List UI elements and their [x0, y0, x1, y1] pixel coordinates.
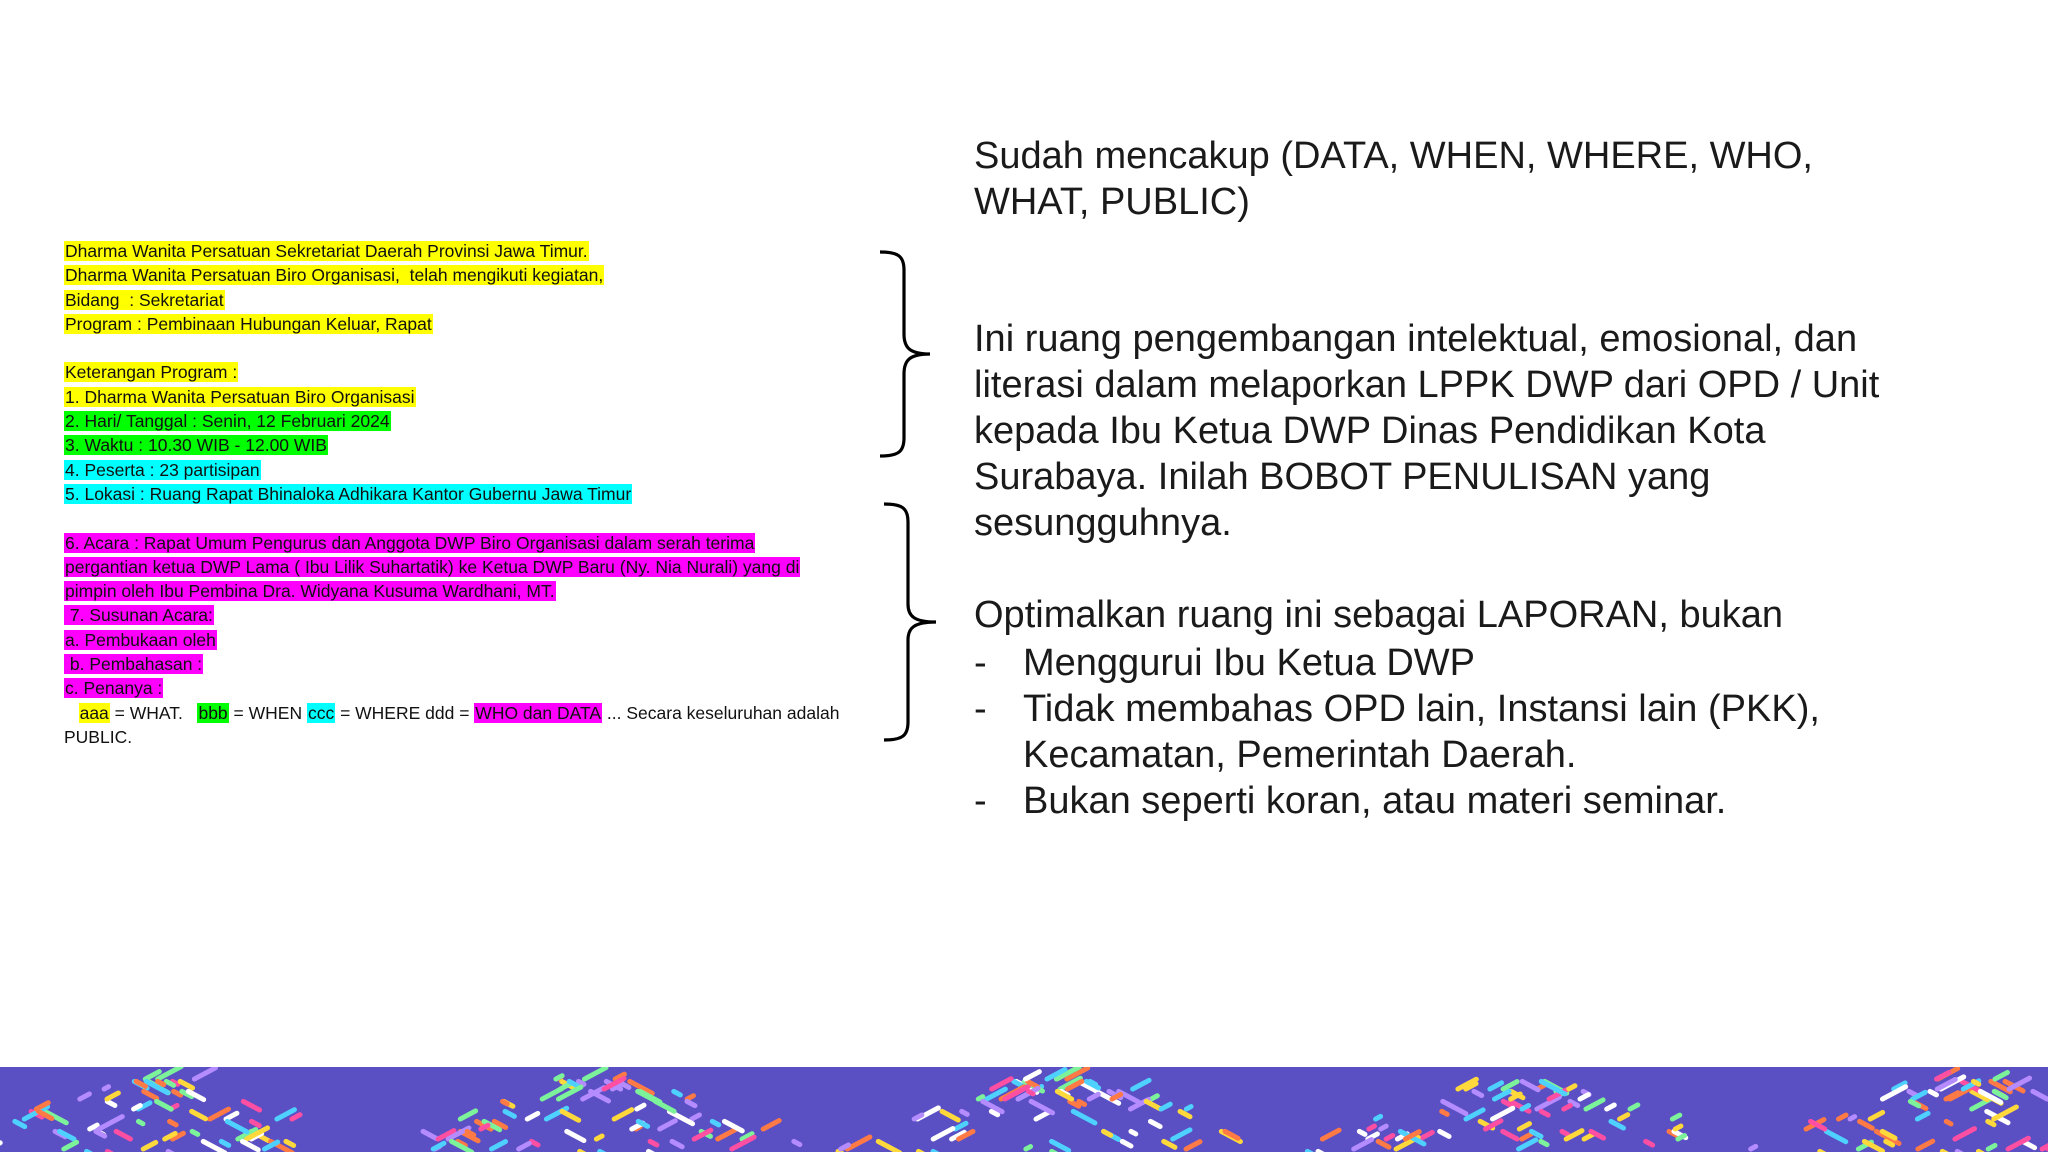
- avoid-list-text: Bukan seperti koran, atau materi seminar.: [1023, 780, 1727, 822]
- report-line-text: 7. Susunan Acara:: [65, 605, 213, 626]
- coverage-note-line: WHAT, PUBLIC): [974, 181, 1250, 223]
- dash-bullet: -: [974, 688, 987, 730]
- development-note-line: Ini ruang pengembangan intelektual, emosional, dan: [974, 318, 1858, 360]
- legend-what: = WHAT.: [109, 702, 198, 723]
- report-line-text: 4. Peserta : 23 partisipan: [65, 459, 260, 480]
- report-line: [64, 579, 864, 603]
- report-line-text: b. Pembahasan :: [65, 654, 203, 675]
- report-line: [64, 312, 864, 336]
- legend-where: = WHERE ddd =: [335, 702, 475, 723]
- report-line-text: Dharma Wanita Persatuan Sekretariat Daerah Provinsi Jawa Timur.: [65, 241, 588, 261]
- report-line-text: Program : Pembinaan Hubungan Keluar, Rapat: [65, 313, 432, 334]
- report-line: [64, 336, 864, 360]
- sample-report: [64, 239, 864, 749]
- report-line: [64, 263, 864, 287]
- avoid-list: [974, 640, 1820, 824]
- development-note-line: Surabaya. Inilah BOBOT PENULISAN yang: [974, 456, 1711, 498]
- legend-aaa: aaa: [79, 702, 109, 723]
- report-line-text: 6. Acara : Rapat Umum Pengurus dan Anggota DWP Biro Organisasi dalam serah terima: [65, 532, 755, 553]
- report-line-text: 1. Dharma Wanita Persatuan Biro Organisasi: [65, 386, 415, 407]
- report-line-text: Dharma Wanita Persatuan Biro Organisasi, telah mengikuti kegiatan,: [65, 265, 604, 286]
- dash-bullet: -: [974, 780, 987, 822]
- report-line: [64, 433, 864, 457]
- report-line-text: a. Pembukaan oleh: [65, 629, 216, 650]
- avoid-list-text: Kecamatan, Pemerintah Daerah.: [1023, 734, 1577, 776]
- report-line-text: Bidang : Sekretariat: [65, 289, 224, 310]
- legend-who-data: WHO dan DATA: [475, 702, 602, 723]
- report-line-text: c. Penanya :: [65, 678, 163, 699]
- curly-brace-bottom-icon: [880, 500, 940, 744]
- legend-last: PUBLIC.: [64, 726, 133, 747]
- coverage-note: [974, 133, 1813, 225]
- legend-last-line: [64, 725, 864, 749]
- report-line-text: 5. Lokasi : Ruang Rapat Bhinaloka Adhikara Kantor Gubernu Jawa Timur: [65, 483, 632, 504]
- optimize-note: [974, 592, 1783, 638]
- decorative-pattern-band: [0, 1067, 2048, 1152]
- report-line-text: 3. Waktu : 10.30 WIB - 12.00 WIB: [65, 435, 327, 456]
- report-line: [64, 239, 864, 263]
- report-line-text: [64, 508, 66, 528]
- report-line-text: pergantian ketua DWP Lama ( Ibu Lilik Suhartatik) ke Ketua DWP Baru (Ny. Nia Nurali) yang di: [65, 556, 800, 577]
- development-note-line: sesungguhnya.: [974, 502, 1232, 544]
- optimize-note-line: Optimalkan ruang ini sebagai LAPORAN, bukan: [974, 594, 1784, 636]
- report-line: [64, 385, 864, 409]
- legend-tail: ... Secara keseluruhan adalah: [602, 702, 840, 723]
- curly-brace-top-icon: [874, 248, 934, 460]
- report-line: [64, 409, 864, 433]
- report-line-text: pimpin oleh Ibu Pembina Dra. Widyana Kusuma Wardhani, MT.: [65, 581, 555, 602]
- avoid-list-item: [974, 686, 1820, 778]
- report-line: [64, 531, 864, 555]
- report-line-text: 2. Hari/ Tanggal : Senin, 12 Februari 2024: [65, 411, 390, 432]
- avoid-list-text: Menggurui Ibu Ketua DWP: [1023, 642, 1476, 684]
- report-line: [64, 482, 864, 506]
- report-line: [64, 628, 864, 652]
- report-line: [64, 360, 864, 384]
- coverage-note-line: Sudah mencakup (DATA, WHEN, WHERE, WHO,: [974, 135, 1813, 177]
- report-line: [64, 458, 864, 482]
- avoid-list-item: [974, 640, 1820, 686]
- report-line: [64, 676, 864, 700]
- development-note: [974, 316, 1879, 546]
- dash-bullet: -: [974, 642, 987, 684]
- report-line: [64, 288, 864, 312]
- legend-line: [64, 701, 864, 725]
- development-note-line: kepada Ibu Ketua DWP Dinas Pendidikan Kota: [974, 410, 1766, 452]
- avoid-list-text: Tidak membahas OPD lain, Instansi lain (PKK),: [1023, 688, 1820, 730]
- report-line-text: [64, 338, 66, 358]
- report-line: [64, 555, 864, 579]
- legend-bbb: bbb: [198, 702, 228, 723]
- development-note-line: literasi dalam melaporkan LPPK DWP dari OPD / Unit: [974, 364, 1880, 406]
- report-line: [64, 603, 864, 627]
- report-line-text: Keterangan Program :: [65, 362, 238, 383]
- report-line: [64, 652, 864, 676]
- legend-when: = WHEN: [228, 702, 307, 723]
- legend-ccc: ccc: [307, 702, 335, 723]
- report-line: [64, 506, 864, 530]
- avoid-list-item: [974, 778, 1820, 824]
